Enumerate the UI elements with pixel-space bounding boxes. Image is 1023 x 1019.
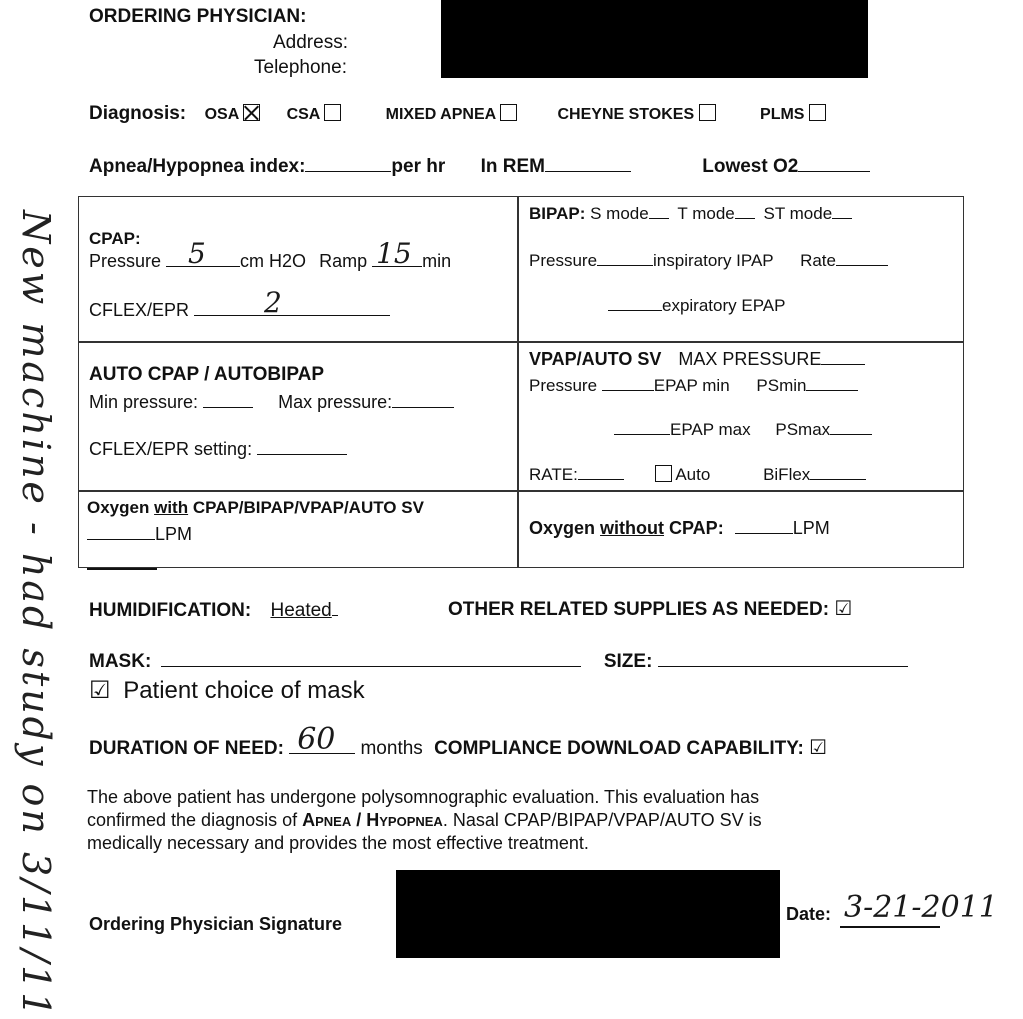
bipap-rate-label: Rate <box>800 251 836 270</box>
oxygen-without-field[interactable] <box>735 532 793 534</box>
st-mode-label: ST mode <box>763 204 833 223</box>
vpap-rate-label: RATE: <box>529 465 578 484</box>
plms-label: PLMS <box>760 106 805 123</box>
duration-unit: months <box>360 738 423 759</box>
bipap-rate-field[interactable] <box>836 264 888 266</box>
bipap-title: BIPAP: <box>529 204 586 223</box>
oxygen-without-suffix: CPAP: <box>664 518 724 538</box>
oxygen-without-word: without <box>600 518 665 538</box>
auto-pressure-row <box>89 392 454 413</box>
auto-checkbox[interactable] <box>655 465 672 482</box>
statement-paragraph <box>87 786 762 855</box>
patient-choice-checkbox[interactable]: ☑ <box>89 677 111 704</box>
compliance-label: COMPLIANCE DOWNLOAD CAPABILITY: <box>434 738 804 759</box>
vpap-max-pressure-label: MAX PRESSURE <box>678 349 822 369</box>
mixed-apnea-checkbox[interactable] <box>500 104 517 121</box>
psmin-label: PSmin <box>756 376 807 395</box>
address-label: Address: <box>273 32 348 53</box>
psmax-field[interactable] <box>830 433 872 435</box>
ramp-label: Ramp <box>319 251 368 271</box>
bipap-pressure-label: Pressure <box>529 251 598 270</box>
mask-field[interactable] <box>161 665 581 667</box>
epap-row <box>608 296 785 316</box>
ahi-field[interactable] <box>305 170 391 172</box>
humidification-value: Heated <box>270 600 332 621</box>
bipap-mode-row <box>529 204 852 224</box>
cpap-pressure-unit: cm H2O <box>240 251 307 271</box>
date-underline <box>840 926 940 928</box>
bipap-pressure-row <box>529 251 888 271</box>
st-mode-field[interactable] <box>832 217 852 219</box>
mask-row <box>89 651 908 673</box>
s-mode-label: S mode <box>590 204 649 223</box>
auto-cflex-row <box>89 439 347 460</box>
cpap-cflex-field[interactable] <box>194 286 390 319</box>
epap-min-field[interactable] <box>602 389 654 391</box>
statement-line-2 <box>87 809 762 832</box>
ipap-field[interactable] <box>597 264 653 266</box>
oxygen-with-suffix: CPAP/BIPAP/VPAP/AUTO SV <box>188 498 424 517</box>
oxygen-with-lpm-row <box>87 524 192 545</box>
margin-note: New machine - had study on 3/11/11 <box>14 210 58 1019</box>
duration-field[interactable] <box>289 722 355 757</box>
epap-max-field[interactable] <box>614 433 670 435</box>
cheyne-stokes-label: CHEYNE STOKES <box>557 106 695 123</box>
s-mode-field[interactable] <box>649 217 669 219</box>
oxygen-with-extra-line <box>87 568 157 570</box>
supplies-label: OTHER RELATED SUPPLIES AS NEEDED: <box>448 599 830 620</box>
patient-choice-label: Patient choice of mask <box>123 677 365 704</box>
duration-value: 60 <box>297 722 336 757</box>
epap-label: expiratory EPAP <box>662 296 786 315</box>
mixed-apnea-label: MIXED APNEA <box>385 106 496 123</box>
supplies-row <box>448 596 852 621</box>
lowest-o2-field[interactable] <box>798 170 870 172</box>
humidification-label: HUMIDIFICATION: <box>89 600 252 621</box>
ramp-value: 15 <box>376 237 412 270</box>
oxygen-with-row <box>87 498 424 518</box>
csa-checkbox[interactable] <box>324 104 341 121</box>
auto-min-field[interactable] <box>203 406 253 408</box>
date-value: 3-21-2011 <box>844 890 998 925</box>
grid-vertical-divider <box>517 196 519 568</box>
ordering-physician-label: ORDERING PHYSICIAN: <box>89 6 307 27</box>
ramp-unit: min <box>422 251 452 271</box>
auto-checkbox-label: Auto <box>675 465 711 484</box>
psmax-label: PSmax <box>775 420 831 439</box>
oxygen-without-lpm: LPM <box>792 518 830 538</box>
vpap-title-row <box>529 349 865 370</box>
epap-field[interactable] <box>608 309 662 311</box>
cheyne-stokes-checkbox[interactable] <box>699 104 716 121</box>
signature-label: Ordering Physician Signature <box>89 914 343 934</box>
redacted-physician-info <box>441 0 868 78</box>
vpap-pressure-row <box>529 376 858 396</box>
ipap-label: inspiratory IPAP <box>653 251 774 270</box>
duration-label: DURATION OF NEED: <box>89 738 284 759</box>
vpap-title: VPAP/AUTO SV <box>529 349 662 369</box>
duration-row <box>89 722 828 760</box>
auto-title: AUTO CPAP / AUTOBIPAP <box>89 364 325 385</box>
vpap-max-pressure-field[interactable] <box>821 363 865 365</box>
statement-line-2-post: . Nasal CPAP/BIPAP/VPAP/AUTO SV is <box>442 810 762 830</box>
statement-line-1: The above patient has undergone polysomnographic evaluation. This evaluation has <box>87 787 760 807</box>
oxygen-with-lpm-field[interactable] <box>87 538 155 540</box>
vpap-pressure-label: Pressure <box>529 376 598 395</box>
telephone-label: Telephone: <box>254 57 347 78</box>
rem-field[interactable] <box>545 170 631 172</box>
cpap-cflex-row <box>89 286 390 321</box>
redacted-signature <box>396 870 780 958</box>
oxygen-without-prefix: Oxygen <box>529 518 601 538</box>
grid-divider-2 <box>78 490 964 492</box>
oxygen-with-lpm-label: LPM <box>155 524 193 544</box>
biflex-field[interactable] <box>810 478 866 480</box>
t-mode-label: T mode <box>677 204 735 223</box>
psmin-field[interactable] <box>806 389 858 391</box>
statement-line-2-pre: confirmed the diagnosis of <box>87 810 303 830</box>
compliance-checkbox[interactable]: ☑ <box>809 737 828 759</box>
osa-checkbox[interactable] <box>243 104 260 121</box>
vpap-rate-field[interactable] <box>578 478 624 480</box>
mask-label: MASK: <box>89 651 152 672</box>
csa-label: CSA <box>286 106 320 123</box>
patient-choice-row <box>89 676 365 705</box>
indices-row <box>89 156 870 178</box>
oxygen-with-word: with <box>154 498 189 517</box>
auto-cflex-field[interactable] <box>257 453 347 455</box>
cpap-cflex-value: 2 <box>264 286 282 319</box>
statement-diagnosis-term: Apnea / Hypopnea <box>302 810 443 830</box>
plms-checkbox[interactable] <box>809 104 826 121</box>
osa-label: OSA <box>204 106 239 123</box>
diagnosis-label: Diagnosis: <box>89 103 187 124</box>
cpap-pressure-field[interactable] <box>166 237 240 270</box>
auto-min-label: Min pressure: <box>89 392 199 412</box>
vpap-rate-row <box>529 465 866 485</box>
cpap-cflex-label: CFLEX/EPR <box>89 300 190 320</box>
auto-cflex-label: CFLEX/EPR setting: <box>89 439 253 459</box>
auto-max-field[interactable] <box>392 406 454 408</box>
statement-line-3: medically necessary and provides the most effective treatment. <box>87 833 589 853</box>
ahi-label: Apnea/Hypopnea index: <box>89 156 306 177</box>
size-label: SIZE: <box>603 651 653 672</box>
rem-label: In REM <box>480 156 545 177</box>
epap-min-label: EPAP min <box>653 376 730 395</box>
diagnosis-row <box>89 103 826 125</box>
vpap-max-row <box>614 420 872 440</box>
ramp-field[interactable] <box>372 237 422 270</box>
humidification-row <box>89 600 338 622</box>
epap-max-label: EPAP max <box>670 420 751 439</box>
date-label: Date: <box>786 904 832 924</box>
grid-divider-1 <box>78 341 964 343</box>
ahi-unit: per hr <box>391 156 446 177</box>
biflex-label: BiFlex <box>763 465 811 484</box>
oxygen-with-prefix: Oxygen <box>87 498 155 517</box>
size-field[interactable] <box>658 665 908 667</box>
cpap-pressure-value: 5 <box>188 237 206 270</box>
auto-max-label: Max pressure: <box>278 392 393 412</box>
cpap-pressure-label: Pressure <box>89 251 162 271</box>
oxygen-without-row <box>529 518 830 539</box>
supplies-checkbox[interactable]: ☑ <box>834 598 853 620</box>
humidification-underline-tail <box>332 614 338 616</box>
lowest-o2-label: Lowest O2 <box>702 156 799 177</box>
cpap-title: CPAP: <box>89 229 141 248</box>
t-mode-field[interactable] <box>735 217 755 219</box>
